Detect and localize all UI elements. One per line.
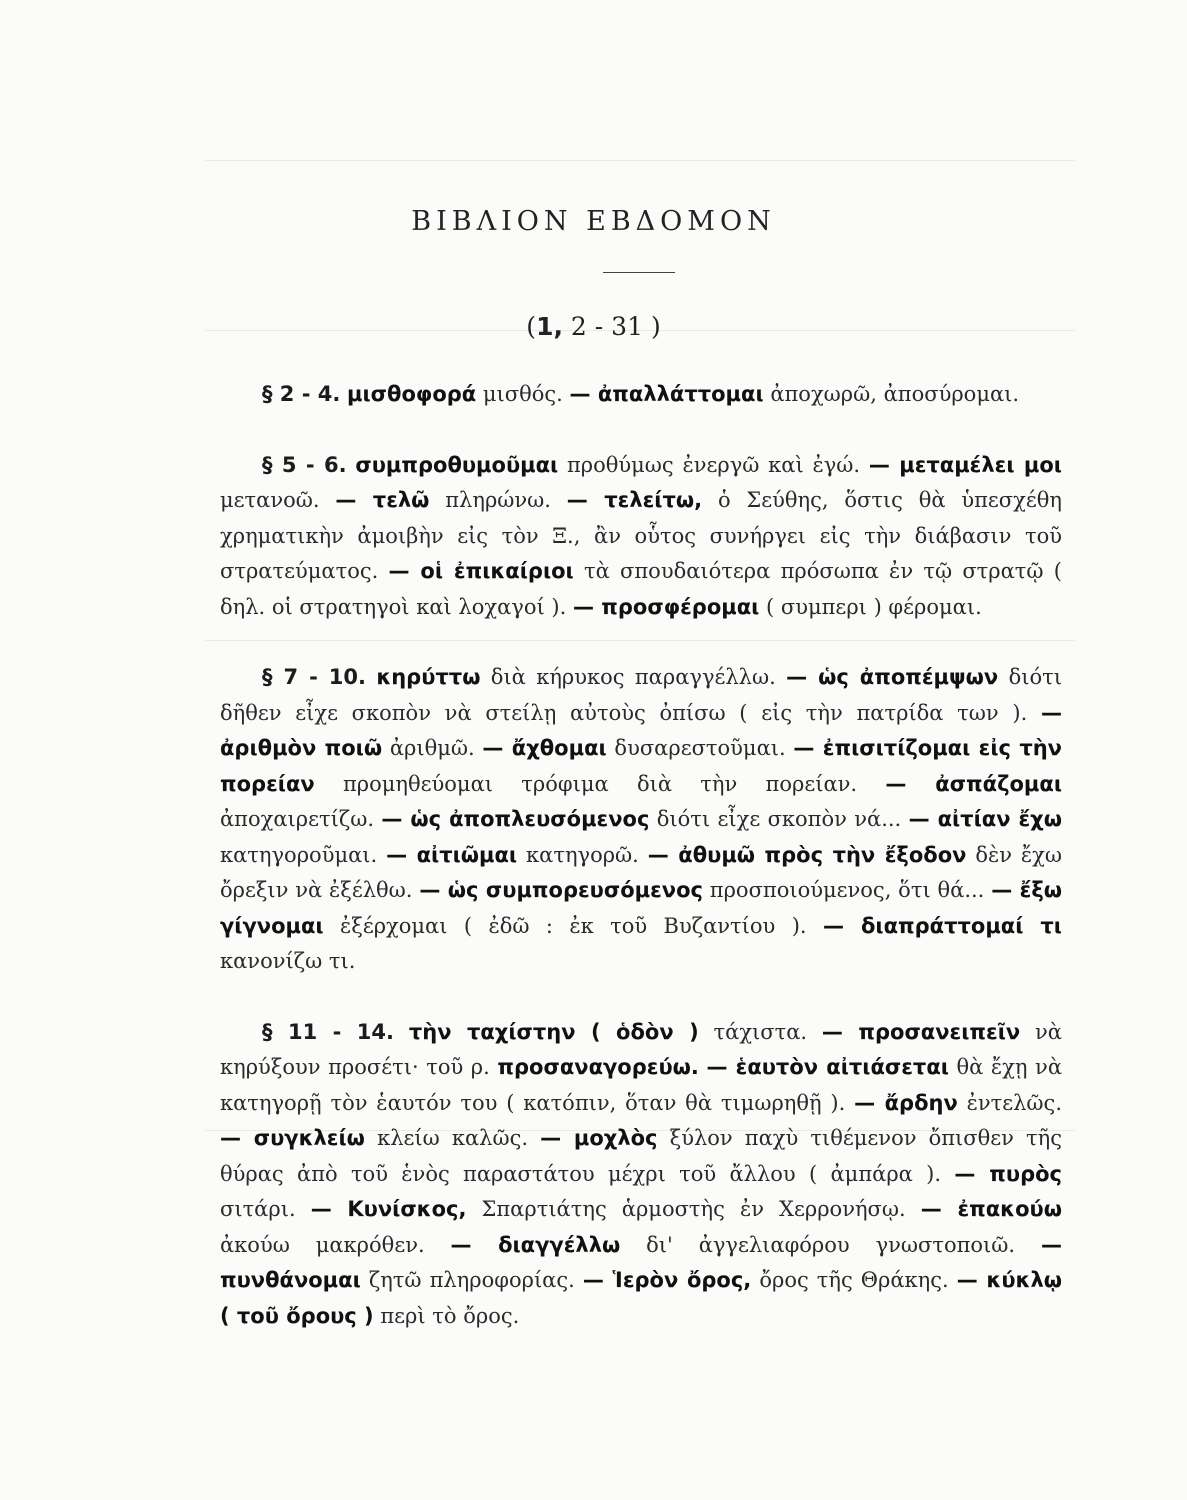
glossary-definition: ( συμπερι ) φέρομαι.	[766, 594, 982, 619]
section-number: § 2 - 4.	[262, 382, 341, 406]
glossary-definition: ὁ Σεύθης, ὅστις θὰ ὑπεσχέθη χρηματικὴν ἀμοιβὴν εἰς τὸν Ξ., ἂν οὗτος συνήργει εἰς τὴν διάβασιν τοῦ στρατεύματος.	[220, 488, 1062, 583]
glossary-paragraph	[220, 377, 1062, 413]
glossary-term: — ἐπισιτίζομαι εἰς τὴν πορείαν	[220, 736, 1062, 796]
glossary-term: — ὡς συμπορευσόμενος	[419, 878, 703, 902]
glossary-term: — πυρὸς	[954, 1161, 1062, 1186]
glossary-definition: μετανοῶ.	[220, 488, 320, 512]
glossary-term: — κύκλῳ ( τοῦ ὄρους )	[220, 1268, 1062, 1328]
glossary-term: — ἀπαλλάττομαι	[569, 382, 764, 406]
glossary-term: — ὡς ἀποπλευσόμενος	[381, 807, 650, 831]
glossary-term: — ὡς ἀποπέμψων	[786, 665, 999, 689]
reference-open: (	[526, 312, 537, 341]
glossary-term: — ἐπακούω	[920, 1197, 1062, 1221]
glossary-term: — ἀθυμῶ πρὸς τὴν ἔξοδον	[647, 842, 967, 867]
glossary-definition: προθύμως ἐνεργῶ καὶ ἐγώ.	[566, 452, 861, 477]
glossary-term: συμπροθυμοῦμαι	[355, 452, 559, 477]
glossary-definition: ἀκούω μακρόθεν.	[220, 1232, 425, 1257]
glossary-term: — προσφέρομαι	[572, 594, 760, 619]
glossary-term: κηρύττω	[376, 665, 481, 689]
glossary-paragraph	[220, 448, 1062, 626]
glossary-definition: προσποιούμενος, ὅτι θά...	[709, 878, 985, 902]
glossary-paragraph	[220, 660, 1062, 980]
glossary-definition: ἀποχωρῶ, ἀποσύρομαι.	[770, 382, 1020, 406]
glossary-definition: Σπαρτιάτης ἁρμοστὴς ἐν Χερρονήσῳ.	[481, 1197, 906, 1221]
glossary-term: — συγκλείω	[220, 1126, 365, 1150]
glossary-definition: τὰ σπουδαιότερα πρόσωπα ἐν τῷ στρατῷ ( δηλ. οἱ στρατηγοὶ καὶ λοχαγοί ).	[220, 559, 1062, 619]
glossary-term: — ἄρδην	[854, 1090, 958, 1115]
glossary-term: — Κυνίσκος,	[310, 1197, 467, 1221]
reference-chapter: 1,	[536, 312, 563, 341]
reference-range: 2 - 31	[570, 312, 643, 341]
glossary-term: — Ἱερὸν ὄρος,	[582, 1268, 752, 1292]
book-title: ΒΙΒΛΙΟΝ ΕΒΔΟΜΟΝ	[411, 206, 776, 237]
glossary-definition: ὄρος τῆς Θράκης.	[759, 1268, 949, 1292]
glossary-term: — διαπράττομαί τι	[822, 913, 1062, 938]
glossary-definition: δι' ἀγγελιαφόρου γνωστοποιῶ.	[646, 1232, 1016, 1257]
glossary-term: — οἱ ἐπικαίριοι	[388, 559, 574, 583]
glossary-term: — ἑαυτὸν αἰτιάσεται	[706, 1055, 949, 1079]
glossary-definition: κανονίζω τι.	[220, 949, 356, 973]
glossary-definition: θὰ ἔχῃ νὰ κατηγορῇ τὸν ἑαυτόν του ( κατόπιν, ὅταν θὰ τιμωρηθῇ ).	[220, 1055, 1063, 1115]
glossary-definition: μισθός.	[482, 382, 563, 406]
glossary-definition: διότι δῆθεν εἶχε σκοπὸν νὰ στείλῃ αὐτοὺς ὀπίσω ( εἰς τὴν πατρίδα των ).	[220, 665, 1062, 725]
glossary-term: — μοχλὸς	[540, 1126, 658, 1150]
reference-close: )	[650, 312, 661, 341]
section-number: § 11 - 14.	[262, 1019, 395, 1044]
glossary-term: — τελείτω,	[566, 488, 703, 512]
glossary-term: — ἔξω γίγνομαι	[220, 878, 1062, 938]
glossary-definition: δυσαρεστοῦμαι.	[614, 736, 786, 760]
glossary-definition: νὰ κηρύξουν προσέτι· τοῦ ρ.	[220, 1019, 1062, 1079]
glossary-term: — αἰτιῶμαι	[386, 842, 518, 867]
glossary-definition: περὶ τὸ ὄρος.	[380, 1303, 520, 1328]
title-divider	[603, 272, 675, 273]
glossary-term: — ἄχθομαι	[482, 736, 607, 760]
glossary-definition: κατηγοροῦμαι.	[220, 842, 378, 867]
glossary-content	[220, 377, 1062, 1369]
glossary-definition: ἐντελῶς.	[966, 1090, 1062, 1115]
glossary-definition: ἀριθμῶ.	[389, 736, 475, 760]
glossary-definition: τάχιστα.	[713, 1019, 808, 1044]
glossary-definition: ἐξέρχομαι ( ἐδῶ : ἐκ τοῦ Βυζαντίου ).	[339, 913, 807, 938]
glossary-term: — ἀσπάζομαι	[885, 771, 1062, 796]
glossary-term: — τελῶ	[335, 488, 430, 512]
glossary-definition: προμηθεύομαι τρόφιμα διὰ τὴν πορείαν.	[342, 771, 858, 796]
glossary-term: — ἀριθμὸν ποιῶ	[220, 700, 1062, 760]
chapter-reference	[0, 312, 1187, 341]
glossary-paragraph	[220, 1015, 1062, 1335]
glossary-definition: κατηγορῶ.	[526, 842, 639, 867]
glossary-term: τὴν ταχίστην ( ὁδὸν )	[408, 1019, 699, 1044]
glossary-definition: δὲν ἔχω ὄρεξιν νὰ ἐξέλθω.	[220, 842, 1062, 902]
glossary-term: — προσανειπεῖν	[821, 1019, 1021, 1044]
glossary-definition: ξύλον παχὺ τιθέμενον ὄπισθεν τῆς θύρας ἀπὸ τοῦ ἑνὸς παραστάτου μέχρι τοῦ ἄλλου ( ἀμπάρα ).	[220, 1126, 1062, 1186]
glossary-definition: διότι εἶχε σκοπὸν νά...	[656, 807, 902, 831]
glossary-term: — πυνθάνομαι	[220, 1232, 1062, 1292]
glossary-definition: σιτάρι.	[220, 1197, 296, 1221]
glossary-definition: κλείω καλῶς.	[377, 1126, 529, 1150]
glossary-definition: διὰ κήρυκος παραγγέλλω.	[490, 665, 776, 689]
glossary-definition: ζητῶ πληροφορίας.	[368, 1268, 575, 1292]
bleed-through-line	[205, 160, 1075, 161]
glossary-definition: πληρώνω.	[445, 488, 551, 512]
glossary-term: προσαναγορεύω.	[497, 1055, 699, 1079]
glossary-term: — αἰτίαν ἔχω	[908, 807, 1062, 831]
section-number: § 7 - 10.	[262, 665, 366, 689]
glossary-term: — μεταμέλει μοι	[868, 452, 1062, 477]
section-number: § 5 - 6.	[262, 452, 347, 477]
glossary-term: μισθοφορά	[347, 382, 477, 406]
glossary-definition: ἀποχαιρετίζω.	[220, 807, 375, 831]
glossary-term: — διαγγέλλω	[450, 1232, 621, 1257]
